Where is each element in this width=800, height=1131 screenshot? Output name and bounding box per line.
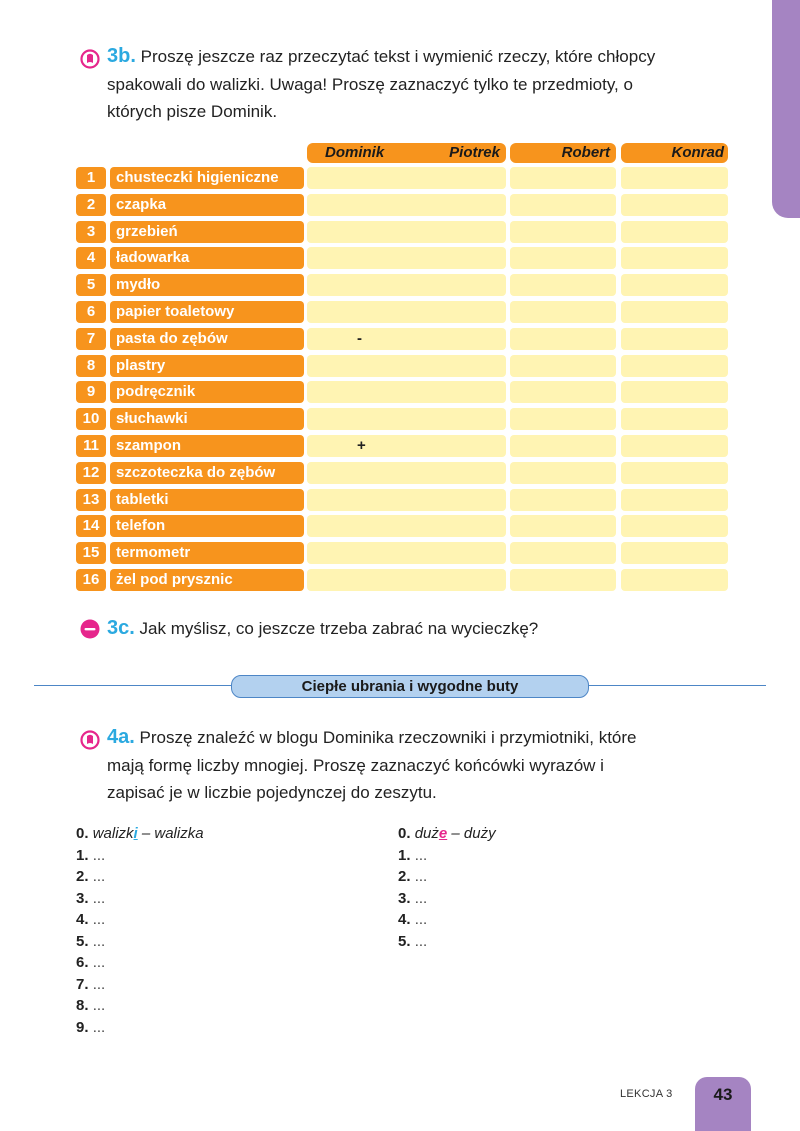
row-label: tabletki [110, 489, 304, 511]
example-word [415, 825, 496, 842]
exercise-4a-line2: mają formę liczby mnogiej. Proszę zaznaczyć końcówki wyrazów i [107, 756, 604, 775]
header-konrad: Konrad [671, 144, 724, 161]
row-number: 5 [76, 274, 106, 296]
list-item [76, 974, 204, 996]
exercise-number: 4a. [107, 726, 135, 748]
list-item [398, 888, 496, 910]
item-number: 2. [76, 868, 89, 885]
row-number: 10 [76, 408, 106, 430]
table-header-robert [510, 143, 616, 163]
item-number: 4. [76, 911, 89, 928]
answer-placeholder: ... [92, 932, 106, 950]
item-number: 4. [398, 911, 411, 928]
exercise-number: 3b. [107, 45, 136, 67]
list-item [398, 866, 496, 888]
exercise-instruction: Proszę jeszcze raz przeczytać tekst i wymienić rzeczy, które chłopcy [140, 47, 656, 66]
section-title: Ciepłe ubrania i wygodne buty [231, 675, 589, 698]
header-robert: Robert [561, 144, 610, 161]
answer-placeholder: ... [92, 954, 106, 971]
exercise-3b-line3: których pisze Dominik. [107, 102, 278, 121]
row-label: pasta do zębów [110, 328, 304, 350]
side-tab [772, 0, 800, 218]
table-header-konrad [621, 143, 728, 163]
exercise-4a-line1 [107, 725, 637, 750]
example-item [398, 823, 496, 845]
answer-cell[interactable] [510, 328, 616, 350]
answer-cell[interactable] [510, 355, 616, 377]
example-item [76, 823, 204, 845]
row-number: 11 [76, 435, 106, 457]
row-number: 13 [76, 489, 106, 511]
row-label: termometr [110, 542, 304, 564]
answer-cell[interactable] [510, 542, 616, 564]
exercise-number: 3c. [107, 617, 135, 639]
answer-cell[interactable] [621, 167, 728, 189]
speaker-icon [80, 730, 100, 750]
page-number-tab [695, 1077, 751, 1131]
answer-cell[interactable] [621, 381, 728, 403]
divider-line-right [586, 685, 766, 686]
row-number: 14 [76, 515, 106, 537]
row-label: telefon [110, 515, 304, 537]
answer-cell[interactable] [621, 569, 728, 591]
list-item [76, 1017, 204, 1039]
answer-cell[interactable] [307, 221, 506, 243]
row-label: szczoteczka do zębów [110, 462, 304, 484]
row-label: podręcznik [110, 381, 304, 403]
item-number: 1. [76, 846, 89, 864]
row-number: 2 [76, 194, 106, 216]
row-label: ładowarka [110, 247, 304, 269]
row-label: żel pod prysznic [110, 569, 304, 591]
word-singular: – duży [447, 825, 496, 842]
item-number: 3. [398, 889, 411, 907]
answer-placeholder: ... [414, 911, 428, 928]
page-number: 43 [713, 1085, 733, 1104]
answer-cell[interactable] [307, 569, 506, 591]
item-number: 8. [76, 997, 89, 1014]
word-ending: i [133, 825, 138, 842]
answer-list-left [76, 823, 204, 1038]
answer-cell[interactable] [621, 515, 728, 537]
answer-placeholder: ... [92, 911, 106, 928]
row-label: grzebień [110, 221, 304, 243]
answer-placeholder: ... [92, 868, 106, 885]
answer-cell[interactable] [307, 462, 506, 484]
answer-cell[interactable] [621, 542, 728, 564]
example-word [93, 825, 204, 842]
row-number: 15 [76, 542, 106, 564]
header-dominik: Dominik [325, 144, 385, 161]
answer-cell[interactable] [510, 221, 616, 243]
answer-cell[interactable] [621, 194, 728, 216]
exercise-3c [107, 616, 538, 641]
exercise-instruction: Proszę znaleźć w blogu Dominika rzeczowniki i przymiotniki, które [139, 728, 637, 747]
word-stem: duż [414, 825, 439, 842]
answer-cell[interactable] [510, 247, 616, 269]
answer-placeholder: ... [92, 975, 106, 993]
row-number: 7 [76, 328, 106, 350]
answer-cell[interactable] [510, 489, 616, 511]
answer-cell[interactable] [621, 489, 728, 511]
row-label: słuchawki [110, 408, 304, 430]
exercise-3b-line2: spakowali do walizki. Uwaga! Proszę zaznaczyć tylko te przedmioty, o [107, 75, 633, 94]
answer-cell[interactable] [307, 408, 506, 430]
answer-list-right [398, 823, 496, 952]
answer-cell[interactable] [307, 194, 506, 216]
answer-cell[interactable] [510, 274, 616, 296]
answer-cell[interactable] [621, 247, 728, 269]
row-number: 16 [76, 569, 106, 591]
answer-cell[interactable] [307, 301, 506, 323]
row-label: papier toaletowy [110, 301, 304, 323]
list-item [76, 888, 204, 910]
item-number: 2. [398, 868, 411, 885]
answer-cell[interactable] [510, 194, 616, 216]
row-label: szampon [110, 435, 304, 457]
answer-cell[interactable] [510, 435, 616, 457]
list-item [76, 931, 204, 953]
row-number: 4 [76, 247, 106, 269]
header-piotrek: Piotrek [449, 144, 500, 161]
row-number: 6 [76, 301, 106, 323]
word-ending: e [438, 825, 448, 842]
answer-cell[interactable] [621, 328, 728, 350]
item-number: 9. [76, 1018, 89, 1036]
answer-placeholder: ... [414, 932, 428, 950]
answer-cell[interactable] [621, 355, 728, 377]
item-number: 0. [76, 825, 89, 842]
row-label: plastry [110, 355, 304, 377]
row-number: 12 [76, 462, 106, 484]
list-item [76, 952, 204, 974]
answer-cell[interactable] [621, 462, 728, 484]
answer-cell[interactable] [307, 328, 506, 350]
answer-cell[interactable] [307, 167, 506, 189]
answer-cell[interactable] [307, 355, 506, 377]
divider-line-left [34, 685, 234, 686]
answer-placeholder: ... [92, 997, 106, 1014]
item-number: 3. [76, 889, 89, 907]
list-item [76, 845, 204, 867]
row-number: 1 [76, 167, 106, 189]
answer-cell[interactable] [510, 167, 616, 189]
answer-placeholder: ... [92, 889, 106, 907]
answer-placeholder: ... [414, 889, 428, 907]
cell-mark: - [357, 330, 362, 347]
answer-cell[interactable] [621, 274, 728, 296]
list-item [76, 995, 204, 1017]
list-item [398, 909, 496, 931]
item-number: 1. [398, 846, 411, 864]
answer-cell[interactable] [307, 542, 506, 564]
answer-cell[interactable] [621, 408, 728, 430]
item-number: 6. [76, 954, 89, 971]
item-number: 5. [76, 932, 89, 950]
answer-cell[interactable] [307, 381, 506, 403]
lesson-label: LEKCJA 3 [620, 1088, 673, 1100]
answer-cell[interactable] [510, 569, 616, 591]
answer-cell[interactable] [510, 515, 616, 537]
exercise-4a-line3: zapisać je w liczbie pojedynczej do zeszytu. [107, 783, 437, 802]
answer-cell[interactable] [510, 301, 616, 323]
list-item [398, 931, 496, 953]
answer-cell[interactable] [307, 274, 506, 296]
row-number: 9 [76, 381, 106, 403]
answer-placeholder: ... [414, 868, 428, 885]
exercise-3b-line1 [107, 44, 655, 69]
word-stem: walizk [92, 825, 134, 842]
list-item [76, 909, 204, 931]
answer-cell[interactable] [621, 221, 728, 243]
exercise-question: Jak myślisz, co jeszcze trzeba zabrać na wycieczkę? [139, 619, 539, 638]
row-label: mydło [110, 274, 304, 296]
list-item [76, 866, 204, 888]
row-label: chusteczki higieniczne [110, 167, 304, 189]
row-number: 8 [76, 355, 106, 377]
answer-cell[interactable] [307, 489, 506, 511]
answer-cell[interactable] [510, 408, 616, 430]
word-singular: – walizka [137, 825, 204, 842]
item-number: 5. [398, 932, 411, 950]
item-number: 0. [398, 825, 411, 842]
speaker-icon [80, 49, 100, 69]
answer-cell[interactable] [621, 435, 728, 457]
answer-placeholder: ... [92, 846, 106, 864]
table-header-dominik-piotrek [307, 143, 506, 163]
answer-placeholder: ... [92, 1018, 106, 1036]
answer-cell[interactable] [510, 462, 616, 484]
answer-cell[interactable] [621, 301, 728, 323]
lips-icon [80, 619, 100, 639]
row-label: czapka [110, 194, 304, 216]
list-item [398, 845, 496, 867]
cell-mark: + [357, 437, 366, 454]
answer-cell[interactable] [307, 515, 506, 537]
row-number: 3 [76, 221, 106, 243]
answer-cell[interactable] [307, 435, 506, 457]
answer-placeholder: ... [414, 846, 428, 864]
item-number: 7. [76, 975, 89, 993]
answer-cell[interactable] [510, 381, 616, 403]
answer-cell[interactable] [307, 247, 506, 269]
